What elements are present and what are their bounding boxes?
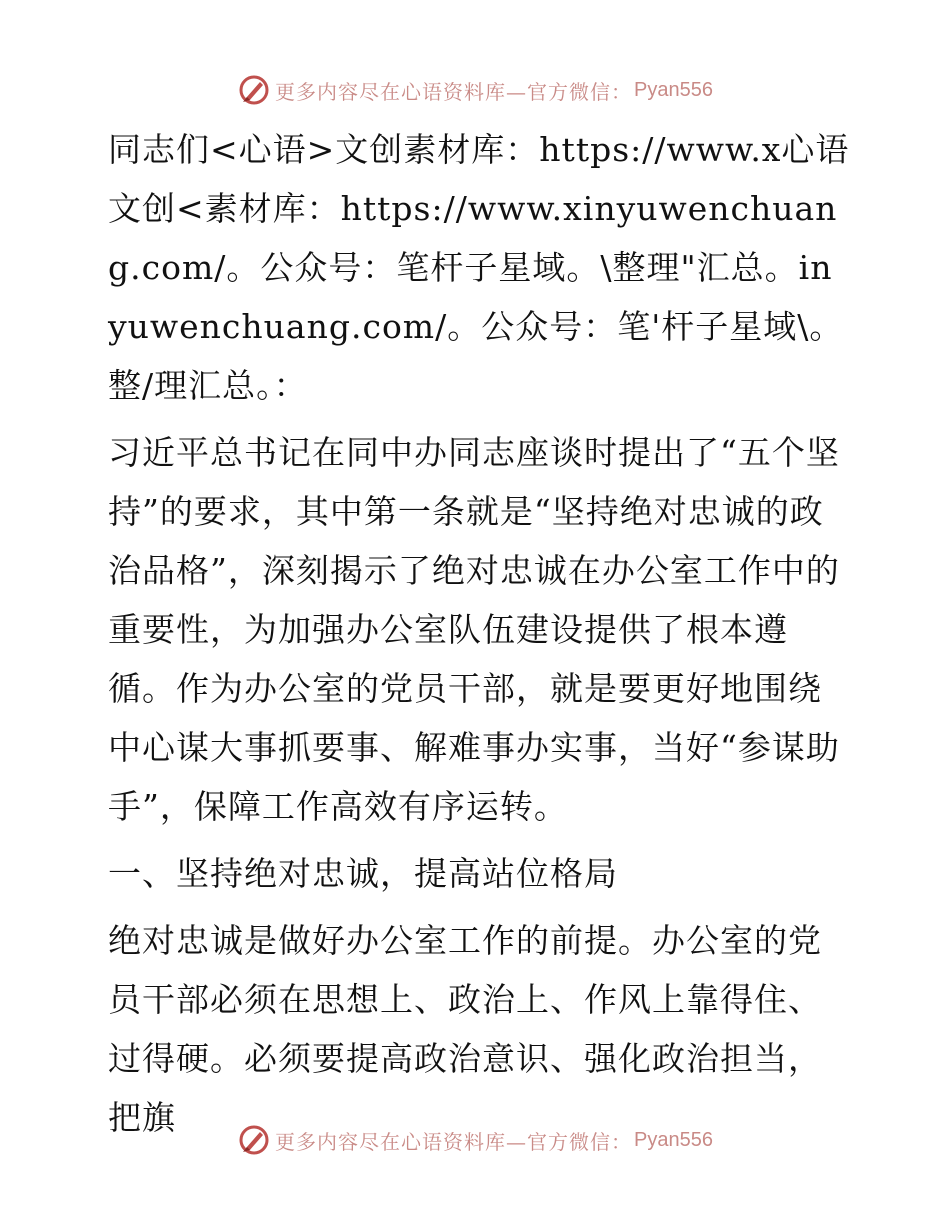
section-heading: 一、坚持绝对忠诚，提高站位格局 — [108, 854, 618, 893]
paragraph-intro: 同志们<心语>文创素材库：https://www.x心语文创<素材库：https://www.xinyuwenchuang.com/。公众号：笔杆子星域。\整理"汇总。inyuwenchuang.com/。公众号：笔'杆子星域\。整/理汇总。： — [108, 130, 850, 405]
pen-logo-icon — [237, 1123, 271, 1157]
watermark-handle: Pyan556 — [634, 78, 713, 101]
paragraph-loyalty: 绝对忠诚是做好办公室工作的前提。办公室的党员干部必须在思想上、政治上、作风上靠得住、过得硬。必须要提高政治意识、强化政治担当，把旗 — [108, 921, 822, 1137]
footer-watermark — [0, 1120, 950, 1160]
watermark-handle: Pyan556 — [634, 1128, 713, 1151]
paragraph-main: 习近平总书记在同中办同志座谈时提出了“五个坚持”的要求，其中第一条就是“坚持绝对忠诚的政治品格”，深刻揭示了绝对忠诚在办公室工作中的重要性，为加强办公室队伍建设提供了根本遵循。作为办公室的党员干部，就是要更好地围绕中心谋大事抓要事、解难事办实事，当好“参谋助手”，保障工作高效有序运转。 — [108, 433, 840, 826]
watermark-text: 更多内容尽在心语资料库—官方微信： — [275, 1129, 633, 1154]
header-watermark — [0, 70, 950, 110]
document-body — [98, 120, 850, 1155]
pen-logo-icon — [237, 73, 271, 107]
watermark-text: 更多内容尽在心语资料库—官方微信： — [275, 79, 633, 104]
